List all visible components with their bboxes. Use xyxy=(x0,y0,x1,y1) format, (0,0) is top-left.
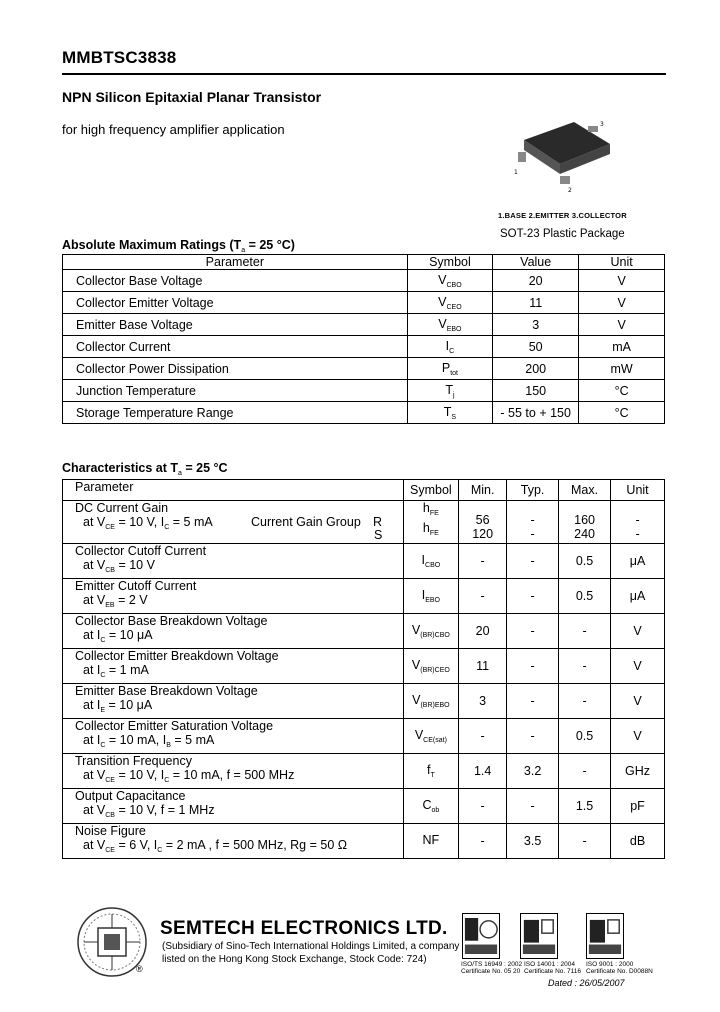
table-header-row xyxy=(63,480,665,501)
min: - xyxy=(459,579,507,614)
param xyxy=(63,614,404,649)
svg-text:1: 1 xyxy=(514,169,518,176)
max: 0.5 xyxy=(559,719,611,754)
param-name: Collector Emitter Saturation Voltage xyxy=(75,719,274,733)
table-row xyxy=(63,754,665,789)
param: Collector Power Dissipation xyxy=(63,358,408,380)
table-row xyxy=(63,544,665,579)
unit-s: - xyxy=(635,527,640,541)
cond-text: at I xyxy=(83,663,101,677)
char-title-end: = 25 °C xyxy=(181,461,228,475)
symbol xyxy=(403,649,458,684)
param-name: Transition Frequency xyxy=(75,754,192,768)
param: Emitter Base Voltage xyxy=(63,314,408,336)
cond-text: at V xyxy=(83,593,106,607)
unit: mA xyxy=(579,336,665,358)
symbol-main: V xyxy=(438,316,447,331)
unit: μA xyxy=(611,579,665,614)
unit xyxy=(611,501,665,544)
symbol-main: V xyxy=(411,623,421,637)
param-condition xyxy=(75,593,403,613)
cond-sub: CE xyxy=(105,524,115,531)
min-s: 120 xyxy=(472,527,494,541)
symbol-main: V xyxy=(414,728,424,742)
iso-9001-cert-badge xyxy=(586,913,624,959)
cond-text: = 10 V xyxy=(114,558,155,572)
unit: V xyxy=(611,649,665,684)
characteristics-title xyxy=(62,461,228,477)
svg-text:3: 3 xyxy=(600,121,604,128)
symbol xyxy=(407,314,492,336)
cond-text: = 10 mA, f = 500 MHz xyxy=(169,768,295,782)
param xyxy=(63,544,404,579)
typ: - xyxy=(507,719,559,754)
max: 0.5 xyxy=(559,579,611,614)
unit: mW xyxy=(579,358,665,380)
symbol-sub: EBO xyxy=(446,325,462,333)
cond-text: at I xyxy=(83,733,101,747)
company-name: SEMTECH ELECTRONICS LTD. xyxy=(160,918,448,939)
cond-text: = 1 mA xyxy=(105,663,149,677)
value: 150 xyxy=(493,380,579,402)
param-condition xyxy=(75,558,403,578)
header-max: Max. xyxy=(559,480,611,501)
symbol xyxy=(407,358,492,380)
param xyxy=(63,684,404,719)
min: 1.4 xyxy=(459,754,507,789)
unit: V xyxy=(611,684,665,719)
symbol xyxy=(403,501,458,544)
header-typ: Typ. xyxy=(507,480,559,501)
cond-sub: C xyxy=(100,672,106,679)
param xyxy=(63,649,404,684)
cond-sub: C xyxy=(100,742,106,749)
registered-mark: ® xyxy=(136,964,143,974)
abs-max-title xyxy=(62,238,295,254)
unit-r: - xyxy=(635,513,640,527)
characteristics-table xyxy=(62,479,665,859)
package-caption: SOT-23 Plastic Package xyxy=(500,228,625,240)
symbol-main: V xyxy=(438,272,447,287)
symbol-sub: EBO xyxy=(425,597,440,604)
cond-text: = 10 μA xyxy=(105,628,153,642)
min: 11 xyxy=(459,649,507,684)
header-min: Min. xyxy=(459,480,507,501)
char-title-sub: a xyxy=(178,470,182,477)
table-row xyxy=(63,314,665,336)
symbol-main: P xyxy=(441,360,451,375)
symbol-main: V xyxy=(411,658,421,672)
table-row xyxy=(63,684,665,719)
cond-sub: C xyxy=(164,524,170,531)
cond-text: at V xyxy=(83,838,106,852)
value: 3 xyxy=(493,314,579,336)
symbol xyxy=(407,402,492,424)
symbol xyxy=(407,292,492,314)
unit: V xyxy=(611,719,665,754)
max xyxy=(559,501,611,544)
cond-text: = 10 V, f = 1 MHz xyxy=(114,803,215,817)
max: - xyxy=(559,754,611,789)
symbol-sub: T xyxy=(430,772,435,779)
table-row xyxy=(63,579,665,614)
param-condition xyxy=(75,663,403,683)
unit: V xyxy=(611,614,665,649)
cond-text: = 10 mA, I xyxy=(105,733,167,747)
symbol-sub: j xyxy=(452,391,455,399)
param: Collector Base Voltage xyxy=(63,270,408,292)
iso-14001-cert-badge xyxy=(520,913,558,959)
cond-sub: CE xyxy=(105,777,115,784)
symbol-sub: (BR)EBO xyxy=(420,702,450,709)
typ: - xyxy=(507,579,559,614)
symbol-sub: tot xyxy=(450,369,458,377)
param-condition xyxy=(75,803,403,823)
param: Collector Emitter Voltage xyxy=(63,292,408,314)
max-s: 240 xyxy=(574,527,595,541)
symbol-main: h xyxy=(422,521,430,535)
param-condition xyxy=(75,768,403,788)
unit: V xyxy=(579,292,665,314)
table-row xyxy=(63,402,665,424)
symbol-sub: (BR)CEO xyxy=(420,667,450,674)
sot23-package-image xyxy=(512,118,622,198)
typ: 3.5 xyxy=(507,824,559,859)
symbol-sub: CE(sat) xyxy=(423,737,447,744)
param xyxy=(63,719,404,754)
cond-text: = 10 μA xyxy=(105,698,153,712)
param: Storage Temperature Range xyxy=(63,402,408,424)
typ: - xyxy=(507,789,559,824)
company-subline-1: (Subsidiary of Sino-Tech International Holdings Limited, a company xyxy=(162,941,460,952)
gain-group-label: Current Gain Group xyxy=(251,515,361,529)
symbol-sub: ob xyxy=(431,807,440,814)
min-r: 56 xyxy=(475,513,490,527)
unit: pF xyxy=(611,789,665,824)
iso-ts16949-cert-badge xyxy=(462,913,500,959)
symbol-main: f xyxy=(426,763,431,777)
unit: μA xyxy=(611,544,665,579)
symbol xyxy=(407,270,492,292)
value: - 55 to + 150 xyxy=(493,402,579,424)
table-row xyxy=(63,270,665,292)
document-subtitle: NPN Silicon Epitaxial Planar Transistor xyxy=(62,89,322,105)
cond-text: = 6 V, I xyxy=(114,838,158,852)
param-name: DC Current Gain xyxy=(75,501,169,515)
min: 3 xyxy=(459,684,507,719)
param-name: Collector Cutoff Current xyxy=(75,544,207,558)
title-rule xyxy=(62,73,666,75)
typ-r: - xyxy=(530,513,535,527)
table-row xyxy=(63,719,665,754)
header-unit: Unit xyxy=(579,255,665,270)
symbol-main: T xyxy=(445,382,453,397)
value: 20 xyxy=(493,270,579,292)
cond-text: at I xyxy=(83,698,101,712)
param-name: Emitter Cutoff Current xyxy=(75,579,197,593)
dated-label: Dated : 26/05/2007 xyxy=(548,978,625,988)
header-unit: Unit xyxy=(611,480,665,501)
abs-title-text: Absolute Maximum Ratings (T xyxy=(62,238,242,252)
min: - xyxy=(459,544,507,579)
table-row xyxy=(63,614,665,649)
header-value: Value xyxy=(493,255,579,270)
abs-title-end: = 25 °C) xyxy=(245,238,295,252)
symbol xyxy=(403,684,458,719)
table-row xyxy=(63,292,665,314)
cond-text: at V xyxy=(83,558,106,572)
unit: V xyxy=(579,314,665,336)
param-name: Output Capacitance xyxy=(75,789,186,803)
symbol-sub: FE xyxy=(429,530,439,537)
max: 1.5 xyxy=(559,789,611,824)
max-r: 160 xyxy=(574,513,595,527)
cert-caption: ISO 14001 : 2004 Certificate No. 7116 xyxy=(524,961,581,975)
symbol-sub: CEO xyxy=(446,303,462,311)
company-subline-2: listed on the Hong Kong Stock Exchange, Stock Code: 724) xyxy=(162,954,427,965)
cond-text: at V xyxy=(83,515,106,529)
value: 50 xyxy=(493,336,579,358)
max: 0.5 xyxy=(559,544,611,579)
cond-sub: CB xyxy=(105,567,115,574)
param xyxy=(63,754,404,789)
value: 200 xyxy=(493,358,579,380)
symbol xyxy=(403,614,458,649)
symbol-main: I xyxy=(421,588,426,602)
cond-text: = 10 V, I xyxy=(114,768,165,782)
symbol-main: h xyxy=(422,501,430,515)
cond-sub: E xyxy=(100,707,106,714)
unit: °C xyxy=(579,402,665,424)
typ: 3.2 xyxy=(507,754,559,789)
max: - xyxy=(559,614,611,649)
cond-text: at V xyxy=(83,768,106,782)
param: Junction Temperature xyxy=(63,380,408,402)
abs-max-ratings-table xyxy=(62,254,665,424)
table-row xyxy=(63,789,665,824)
cert-caption: ISO 9001 : 2000 Certificate No. D0088N xyxy=(586,961,653,975)
table-row xyxy=(63,824,665,859)
param-condition xyxy=(75,733,403,753)
pin-legend: 1.BASE 2.EMITTER 3.COLLECTOR xyxy=(498,211,627,220)
symbol-sub: (BR)CBO xyxy=(420,632,450,639)
typ: - xyxy=(507,684,559,719)
param xyxy=(63,824,404,859)
typ xyxy=(507,501,559,544)
symbol-main: NF xyxy=(422,833,440,847)
max: - xyxy=(559,649,611,684)
param-condition xyxy=(75,698,403,718)
param: Collector Current xyxy=(63,336,408,358)
param-name: Emitter Base Breakdown Voltage xyxy=(75,684,258,698)
document-title: MMBTSC3838 xyxy=(62,48,177,67)
application-note: for high frequency amplifier application xyxy=(62,122,285,137)
symbol xyxy=(407,380,492,402)
header-symbol: Symbol xyxy=(403,480,458,501)
cond-text: = 2 mA , f = 500 MHz, Rg = 50 Ω xyxy=(162,838,348,852)
param xyxy=(63,501,404,544)
min xyxy=(459,501,507,544)
symbol-main: T xyxy=(443,404,452,419)
symbol xyxy=(403,579,458,614)
min: - xyxy=(459,789,507,824)
symbol xyxy=(403,824,458,859)
table-row xyxy=(63,336,665,358)
symbol xyxy=(403,789,458,824)
symbol-sub: CBO xyxy=(425,562,441,569)
cond-text: at V xyxy=(83,803,106,817)
min: - xyxy=(459,824,507,859)
header-parameter: Parameter xyxy=(63,480,404,501)
unit: dB xyxy=(611,824,665,859)
table-row-dc-gain xyxy=(63,501,665,544)
min: 20 xyxy=(459,614,507,649)
symbol-main: C xyxy=(422,798,432,812)
char-title-text: Characteristics at T xyxy=(62,461,179,475)
symbol-sub: S xyxy=(451,413,457,421)
cond-text: = 5 mA xyxy=(169,515,213,529)
svg-text:2: 2 xyxy=(568,187,572,194)
gain-group-s: S xyxy=(374,528,383,542)
typ-s: - xyxy=(530,527,535,541)
cert-caption: ISO/TS 16949 : 2002 Certificate No. 05 20 xyxy=(461,961,523,975)
cond-text: = 10 V, I xyxy=(114,515,165,529)
cond-sub: CB xyxy=(105,812,115,819)
cond-sub: CE xyxy=(105,847,115,854)
symbol-main: I xyxy=(445,338,450,353)
symbol-main: I xyxy=(421,553,426,567)
param-condition xyxy=(75,628,403,648)
cond-text: at I xyxy=(83,628,101,642)
param-name: Collector Emitter Breakdown Voltage xyxy=(75,649,279,663)
param-condition xyxy=(75,838,403,858)
cond-text: = 2 V xyxy=(114,593,148,607)
symbol-sub: C xyxy=(449,347,455,355)
table-header-row xyxy=(63,255,665,270)
symbol xyxy=(403,719,458,754)
max: - xyxy=(559,824,611,859)
symbol-sub: FE xyxy=(429,510,439,517)
param-name: Collector Base Breakdown Voltage xyxy=(75,614,268,628)
min: - xyxy=(459,719,507,754)
symbol xyxy=(407,336,492,358)
symbol-sub: CBO xyxy=(446,281,462,289)
unit: GHz xyxy=(611,754,665,789)
cond-sub: C xyxy=(100,637,106,644)
value: 11 xyxy=(493,292,579,314)
typ: - xyxy=(507,544,559,579)
param xyxy=(63,579,404,614)
unit: V xyxy=(579,270,665,292)
cond-sub: B xyxy=(166,742,171,749)
param-name: Noise Figure xyxy=(75,824,146,838)
symbol xyxy=(403,754,458,789)
header-symbol: Symbol xyxy=(407,255,492,270)
gain-group-r: R xyxy=(373,515,383,529)
header-parameter: Parameter xyxy=(63,255,408,270)
table-row xyxy=(63,358,665,380)
table-row xyxy=(63,380,665,402)
param xyxy=(63,789,404,824)
table-row xyxy=(63,649,665,684)
cond-text: = 5 mA xyxy=(170,733,215,747)
max: - xyxy=(559,684,611,719)
cond-sub: EB xyxy=(105,602,115,609)
typ: - xyxy=(507,614,559,649)
typ: - xyxy=(507,649,559,684)
symbol-main: V xyxy=(438,294,447,309)
cond-sub: C xyxy=(157,847,163,854)
symbol-main: V xyxy=(412,693,421,707)
symbol xyxy=(403,544,458,579)
abs-title-sub: a xyxy=(241,247,246,254)
cond-sub: C xyxy=(164,777,170,784)
unit: °C xyxy=(579,380,665,402)
